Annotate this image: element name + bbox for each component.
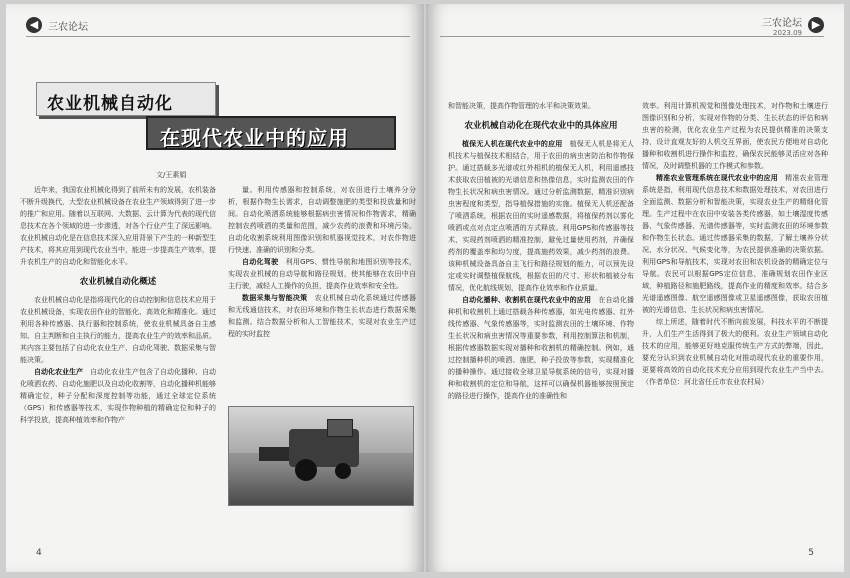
header-rule	[440, 36, 824, 37]
paragraph-text: 自动化农业生产包含了自动化播种、自动化喷洒农药、自动化施肥以及自动化收割等，自动化播种机能够精确定位，种子分配和深度控制等功能，通过全球定位系统（GPS）和传感器等技术，实现作物种植的精确定位和种子的科学投放，提高种植效率和作物产	[20, 368, 216, 424]
section-heading: 农业机械自动化在现代农业中的具体应用	[464, 121, 618, 131]
paragraph	[228, 292, 416, 340]
right-header-block	[762, 14, 802, 37]
paragraph: 农业机械自动化是指将现代化的自动控制和信息技术应用于农业机械设备，实现农田作业的智能化、高效化和精准化。通过利用各种传感器、执行器和控制系统，使农业机械具备自主感知、自主判断和自主执行的能力，提高农业生产的效率和品质。其内容主要包括了自动化农业生产、自动化驾驶、数据采集与智能决策。	[20, 296, 216, 364]
paragraph-text: 农业机械自动化系统通过传感器和无线通信技术，对农田环境和作物生长状态进行数据采集和监测。结合数据分析和人工智能技术，实现对农业生产过程的实时监控	[228, 294, 416, 338]
header-rule	[26, 36, 410, 37]
paragraph: 和智能决策，提高作物管理的水平和决策效果。	[448, 102, 595, 110]
subheading: 自动化农业生产	[34, 368, 83, 376]
paragraph	[20, 366, 216, 426]
subheading: 植保无人机在现代农业中的应用	[462, 140, 563, 148]
right-column-2	[642, 100, 828, 540]
page-number: 4	[36, 548, 42, 558]
paragraph: 综上所述，随着时代不断向前发展，科技水平的不断提升，人们生产生活得到了极大的便利。农业生产领域自动化技术的应用，能够更好地克服传统生产方式的弊端，因此，要充分认识到农业机械自动化对推动现代农业的重要作用，更要将高效的自动化技术充分应用到现代农业生产当中去。（作者单位：河北省任丘市农业农村局）	[642, 318, 828, 386]
right-column-1	[448, 100, 634, 540]
paragraph	[642, 172, 828, 316]
subheading: 自动化驾驶	[242, 258, 279, 266]
paragraph-text: 植保无人机是将无人机技术与植保技术相结合，用于农田的病虫害防治和作物保护。通过搭载多光谱或红外相机的植保无人机，利用遥感技术获取农田植被的光谱信息和热像信息，实时监测农田的作物生长状况和病虫害情况。通过分析监测数据，精准识别病虫害程度和类型，指导植保措施的实施。植保无人机还配备了喷洒系统，根据农田的实时遥感数据，将植保药剂以雾化喷洒或点对点定点喷洒的方式释放。利用GPS和传感器等技术，实现药剂喷洒的精准控制，避免过量使用药剂，并确保药剂的覆盖率和均匀度，提高施药效果，减少药剂的浪费。该种机械设备具备自主飞行和路径规划的能力，可以预先设定或实时调整植保航线，根据农田的尺寸、形状和植被分布情况，优化航线规划，提高作业效率和作业质量。	[448, 140, 634, 292]
arrow-right-icon[interactable]: ▶	[808, 17, 824, 33]
paragraph	[448, 294, 634, 402]
paragraph	[448, 138, 634, 294]
right-page	[426, 4, 844, 572]
subheading: 数据采集与智能决策	[242, 294, 308, 302]
subheading: 自动化播种、收割机在现代农业中的应用	[462, 296, 592, 304]
article-title	[36, 82, 396, 160]
author-line: 文/王素娟	[156, 171, 187, 179]
section-heading: 农业机械自动化概述	[79, 277, 157, 287]
paragraph-text: 在自动化播种机和收割机上通过搭载各种传感器，如光电传感器、红外线传感器、气象传感器等，实时监测农田的土壤环境、作物生长状况和病虫害情况等重要参数，利用控制算法和机制，根据传感器数据实现对播种和收割机的精确控制。例如，通过控制播种机的喷洒、施肥，种子投放等参数，实现精准化的播种操作。通过接收全球卫星导航系统的信号，实现对播种和收割机的定位和导航，这样可以确保机器能够按照预定的路径进行操作，提高作业的准确性和	[448, 296, 634, 400]
paragraph: 近年来，我国农业机械化得到了前所未有的发展，农机装备不断升级换代，大型农业机械设备在农业生产领域得到了进一步的推广和应用。随着以互联网、大数据、云计算为代表的现代信息技术在各个领域的进一步渗透，对各个行业产生了深远影响。农业机械自动化是在信息技术深入应用背景下产生的一种新型生产技术，将其应用到现代农业当中，能进一步提高生产效率，提升农机生产的自动化和智能化水平。	[20, 186, 216, 266]
title-sub: 在现代农业中的应用	[146, 116, 396, 150]
paragraph: 效率。利用计算机视觉和图像处理技术，对作物和土壤进行图像识别和分析，实现对作物的分类、生长状态的评估和病虫害的检测，优化农业生产过程为农民提供精准的决策支持，设计直观友好的人机交互界面，使农民方便地对自动化播种和收割机进行操作和监控，确保农民能够灵活应对各种情况，及时调整机器的工作模式和参数。	[642, 102, 828, 170]
paragraph	[228, 256, 416, 292]
paragraph: 量。利用传感器和控制系统，对农田进行土壤养分分析，根据作物生长需求，自动调整施肥的类型和投放量和时间。自动化喷洒系统能够根据病虫害情况和作物需求，精确控制农药喷洒的类量和范围，减少农药的浪费和环境污染。自动化收割系统利用图像识别和机器视觉技术，对农作物进行快速、准确的识别和分类。	[228, 186, 416, 254]
left-column-1	[20, 184, 216, 554]
harvester-photo	[228, 406, 414, 506]
right-header-title: 三农论坛	[762, 17, 802, 29]
title-main: 农业机械自动化	[36, 82, 216, 116]
left-column-2	[228, 184, 416, 402]
page-number: 5	[808, 548, 814, 558]
paragraph-text: 利用GPS、惯性导航和地图识别等技术，实现农业机械的自动导航和路径规划，使其能够在农田中自主行驶，减轻人工操作的负担，提高作业效率和安全性。	[228, 258, 416, 290]
left-header-title: 三农论坛	[48, 21, 88, 33]
arrow-left-icon[interactable]: ◀	[26, 17, 42, 33]
paragraph-text: 精准农业管理系统是指，利用现代信息技术和数据处理技术，对农田进行全面监测、数据分析和智能决策，实现农业生产的精细化管理。生产过程中在农田中安装各类传感器，如土壤湿度传感器、气象传感器、光谱传感器等，实时监测农田的环境参数和作物生长状态。通过传感器采集的数据，了解土壤养分状况、水分状况、气候变化等，为农民提供准确的决策依据。利用GPS和导航技术，实现对农田和农机设备的精确定位与导航。农民可以根据GPS定位信息，准确规划农田作业区域，种植路径和施肥路线，提高作业的精度和效率。结合多光谱遥感图像、航空遥感图像或卫星遥感图像，获取农田植被的光谱信息、生长状况和病虫害情况。	[642, 174, 828, 314]
left-page	[6, 4, 424, 572]
issue-date: 2023.09	[773, 28, 802, 37]
right-header	[762, 14, 824, 36]
subheading: 精准农业管理系统在现代农业中的应用	[656, 174, 778, 182]
left-header	[26, 14, 88, 36]
